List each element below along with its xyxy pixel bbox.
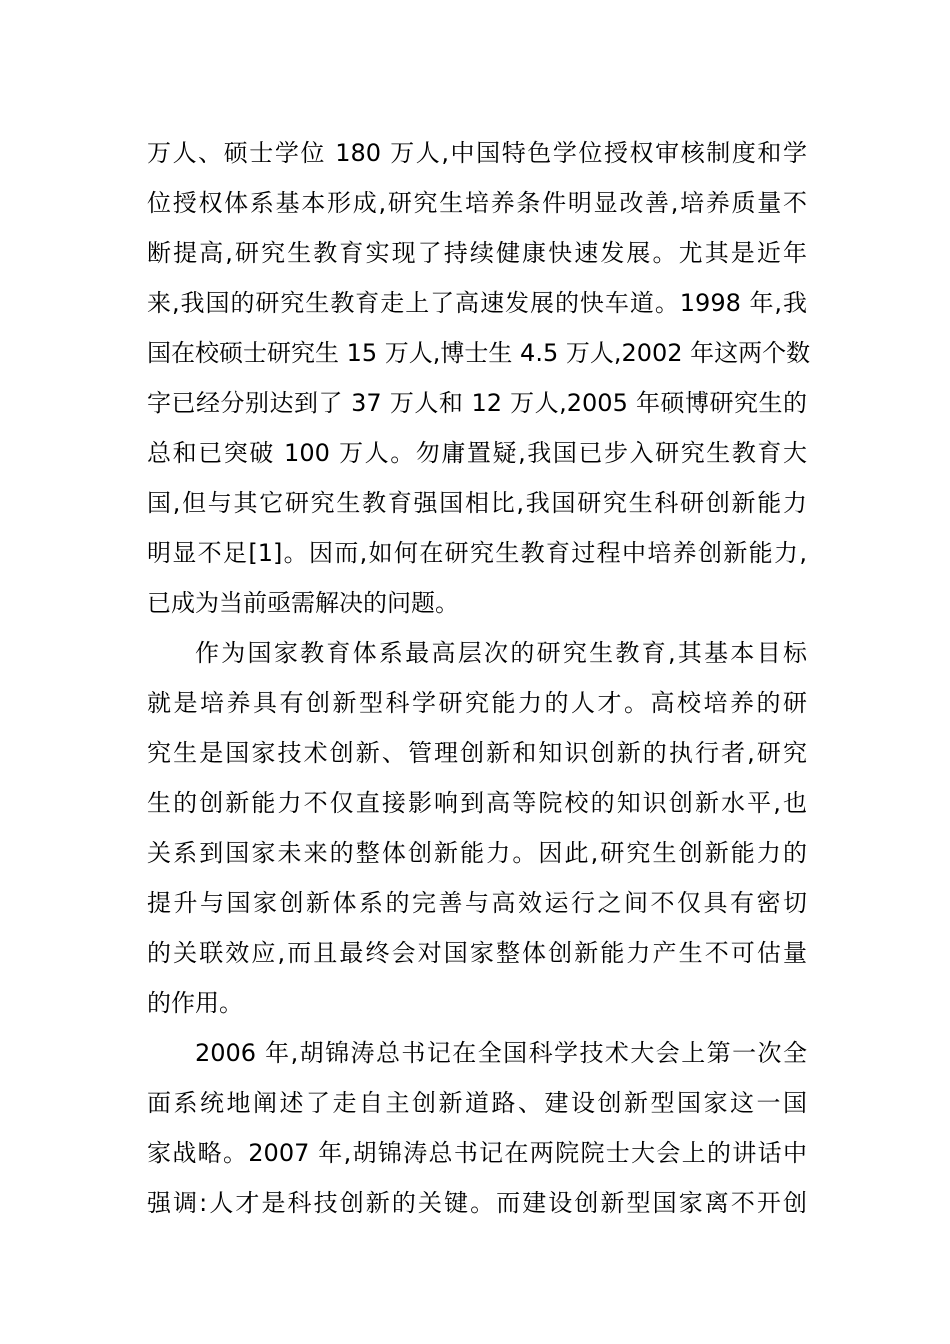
paragraph-2-line-2: 就是培养具有创新型科学研究能力的人才。高校培养的研 bbox=[147, 689, 807, 717]
paragraph-1-line-2: 位授权体系基本形成,研究生培养条件明显改善,培养质量不 bbox=[147, 189, 807, 217]
paragraph-1-line-9: 明显不足[1]。因而,如何在研究生教育过程中培养创新能力, bbox=[147, 539, 807, 567]
paragraph-1-line-8: 国,但与其它研究生教育强国相比,我国研究生科研创新能力 bbox=[147, 489, 807, 517]
paragraph-3-line-2: 面系统地阐述了走自主创新道路、建设创新型国家这一国 bbox=[147, 1089, 807, 1117]
paragraph-3-line-4: 强调:人才是科技创新的关键。而建设创新型国家离不开创 bbox=[147, 1189, 807, 1217]
paragraph-2-line-3: 究生是国家技术创新、管理创新和知识创新的执行者,研究 bbox=[147, 739, 807, 767]
paragraph-1-line-3: 断提高,研究生教育实现了持续健康快速发展。尤其是近年 bbox=[147, 239, 807, 267]
paragraph-3-line-3: 家战略。2007 年,胡锦涛总书记在两院院士大会上的讲话中 bbox=[147, 1139, 807, 1167]
paragraph-2-line-6: 提升与国家创新体系的完善与高效运行之间不仅具有密切 bbox=[147, 889, 807, 917]
paragraph-2-line-8: 的作用。 bbox=[147, 989, 243, 1017]
paragraph-1-line-7: 总和已突破 100 万人。勿庸置疑,我国已步入研究生教育大 bbox=[147, 439, 807, 467]
paragraph-1-line-5: 国在校硕士研究生 15 万人,博士生 4.5 万人,2002 年这两个数 bbox=[147, 339, 811, 367]
paragraph-3-line-1: 2006 年,胡锦涛总书记在全国科学技术大会上第一次全 bbox=[195, 1039, 807, 1067]
paragraph-2-line-5: 关系到国家未来的整体创新能力。因此,研究生创新能力的 bbox=[147, 839, 807, 867]
paragraph-2-line-1: 作为国家教育体系最高层次的研究生教育,其基本目标 bbox=[195, 639, 807, 667]
paragraph-2-line-7: 的关联效应,而且最终会对国家整体创新能力产生不可估量 bbox=[147, 939, 807, 967]
paragraph-1-line-1: 万人、硕士学位 180 万人,中国特色学位授权审核制度和学 bbox=[147, 139, 807, 167]
paragraph-1-line-10: 已成为当前亟需解决的问题。 bbox=[147, 589, 459, 617]
paragraph-2-line-4: 生的创新能力不仅直接影响到高等院校的知识创新水平,也 bbox=[147, 789, 807, 817]
paragraph-1-line-4: 来,我国的研究生教育走上了高速发展的快车道。1998 年,我 bbox=[147, 289, 807, 317]
paragraph-1-line-6: 字已经分别达到了 37 万人和 12 万人,2005 年硕博研究生的 bbox=[147, 389, 807, 417]
body-text bbox=[147, 128, 811, 1228]
